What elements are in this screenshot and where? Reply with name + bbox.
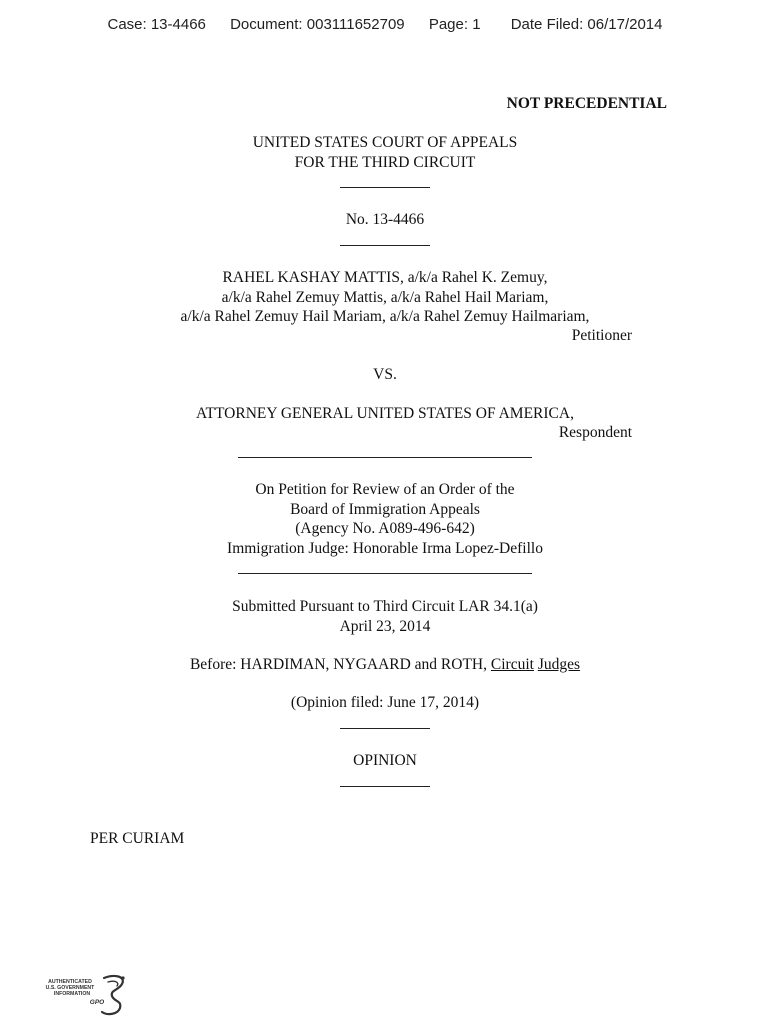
opinion-filed [0, 693, 770, 713]
submission-info [0, 597, 770, 636]
short-rule [340, 187, 430, 188]
court-name [0, 133, 770, 172]
submission-date: April 23, 2014 [339, 617, 431, 635]
divider-2 [0, 245, 770, 246]
petitioner-line-1: RAHEL KASHAY MATTIS, a/k/a Rahel K. Zemuy, [222, 269, 548, 286]
respondent-caption [0, 404, 770, 424]
petition-line-4: Immigration Judge: Honorable Irma Lopez-Defillo [227, 539, 543, 557]
header-document-number: Document: 003111652709 [230, 16, 405, 33]
divider-3 [0, 457, 770, 458]
petition-line-1: On Petition for Review of an Order of the [255, 481, 515, 498]
versus [0, 365, 770, 385]
long-rule [238, 573, 532, 574]
petitioner-caption [0, 268, 770, 327]
filing-header [0, 16, 770, 33]
petitioner-line-2: a/k/a Rahel Zemuy Mattis, a/k/a Rahel Hail Mariam, [221, 288, 549, 306]
respondent-role: Respondent [558, 424, 632, 441]
header-page-number: Page: 1 [428, 16, 481, 33]
header-date-filed: Date Filed: 06/17/2014 [510, 16, 663, 33]
petition-info [0, 480, 770, 558]
opinion-heading-text: OPINION [353, 752, 417, 769]
versus-text: VS. [373, 366, 397, 383]
respondent-name: ATTORNEY GENERAL UNITED STATES OF AMERICA, [196, 405, 574, 422]
divider-1 [0, 187, 770, 188]
panel-line [0, 655, 770, 675]
divider-4 [0, 573, 770, 574]
divider-6 [0, 786, 770, 787]
opinion-heading [0, 751, 770, 771]
petition-line-2: Board of Immigration Appeals [290, 500, 480, 518]
opinion-filed-text: (Opinion filed: June 17, 2014) [290, 694, 480, 711]
petitioner-role: Petitioner [571, 327, 632, 344]
gpo-authentication-seal-icon [42, 972, 132, 1018]
seal-text-line-4: GPO [89, 999, 105, 1006]
court-name-line-1: UNITED STATES COURT OF APPEALS [252, 134, 518, 151]
docket-number-text: No. 13-4466 [345, 211, 425, 228]
short-rule [340, 728, 430, 729]
header-case-number: Case: 13-4466 [107, 16, 206, 33]
docket-number [0, 210, 770, 230]
court-name-line-2: FOR THE THIRD CIRCUIT [294, 153, 476, 171]
seal-text-line-1: AUTHENTICATED [48, 979, 92, 985]
panel-word-circuit: Circuit [490, 656, 534, 673]
submission-line-1: Submitted Pursuant to Third Circuit LAR 34.1(a) [232, 598, 538, 615]
short-rule [340, 245, 430, 246]
panel-prefix: Before: HARDIMAN, NYGAARD and ROTH, [189, 656, 491, 673]
seal-text-line-2: U.S. GOVERNMENT [45, 985, 95, 991]
panel-word-judges: Judges [537, 656, 581, 673]
seal-text-line-3: INFORMATION [53, 991, 91, 997]
petitioner-line-3: a/k/a Rahel Zemuy Hail Mariam, a/k/a Rahel Zemuy Hailmariam, [180, 308, 590, 325]
panel-judges [0, 655, 770, 675]
per-curiam: PER CURIAM [90, 830, 185, 847]
precedential-designation: NOT PRECEDENTIAL [506, 95, 667, 112]
petition-line-3: (Agency No. A089-496-642) [295, 520, 475, 537]
divider-5 [0, 728, 770, 729]
short-rule [340, 786, 430, 787]
long-rule [238, 457, 532, 458]
